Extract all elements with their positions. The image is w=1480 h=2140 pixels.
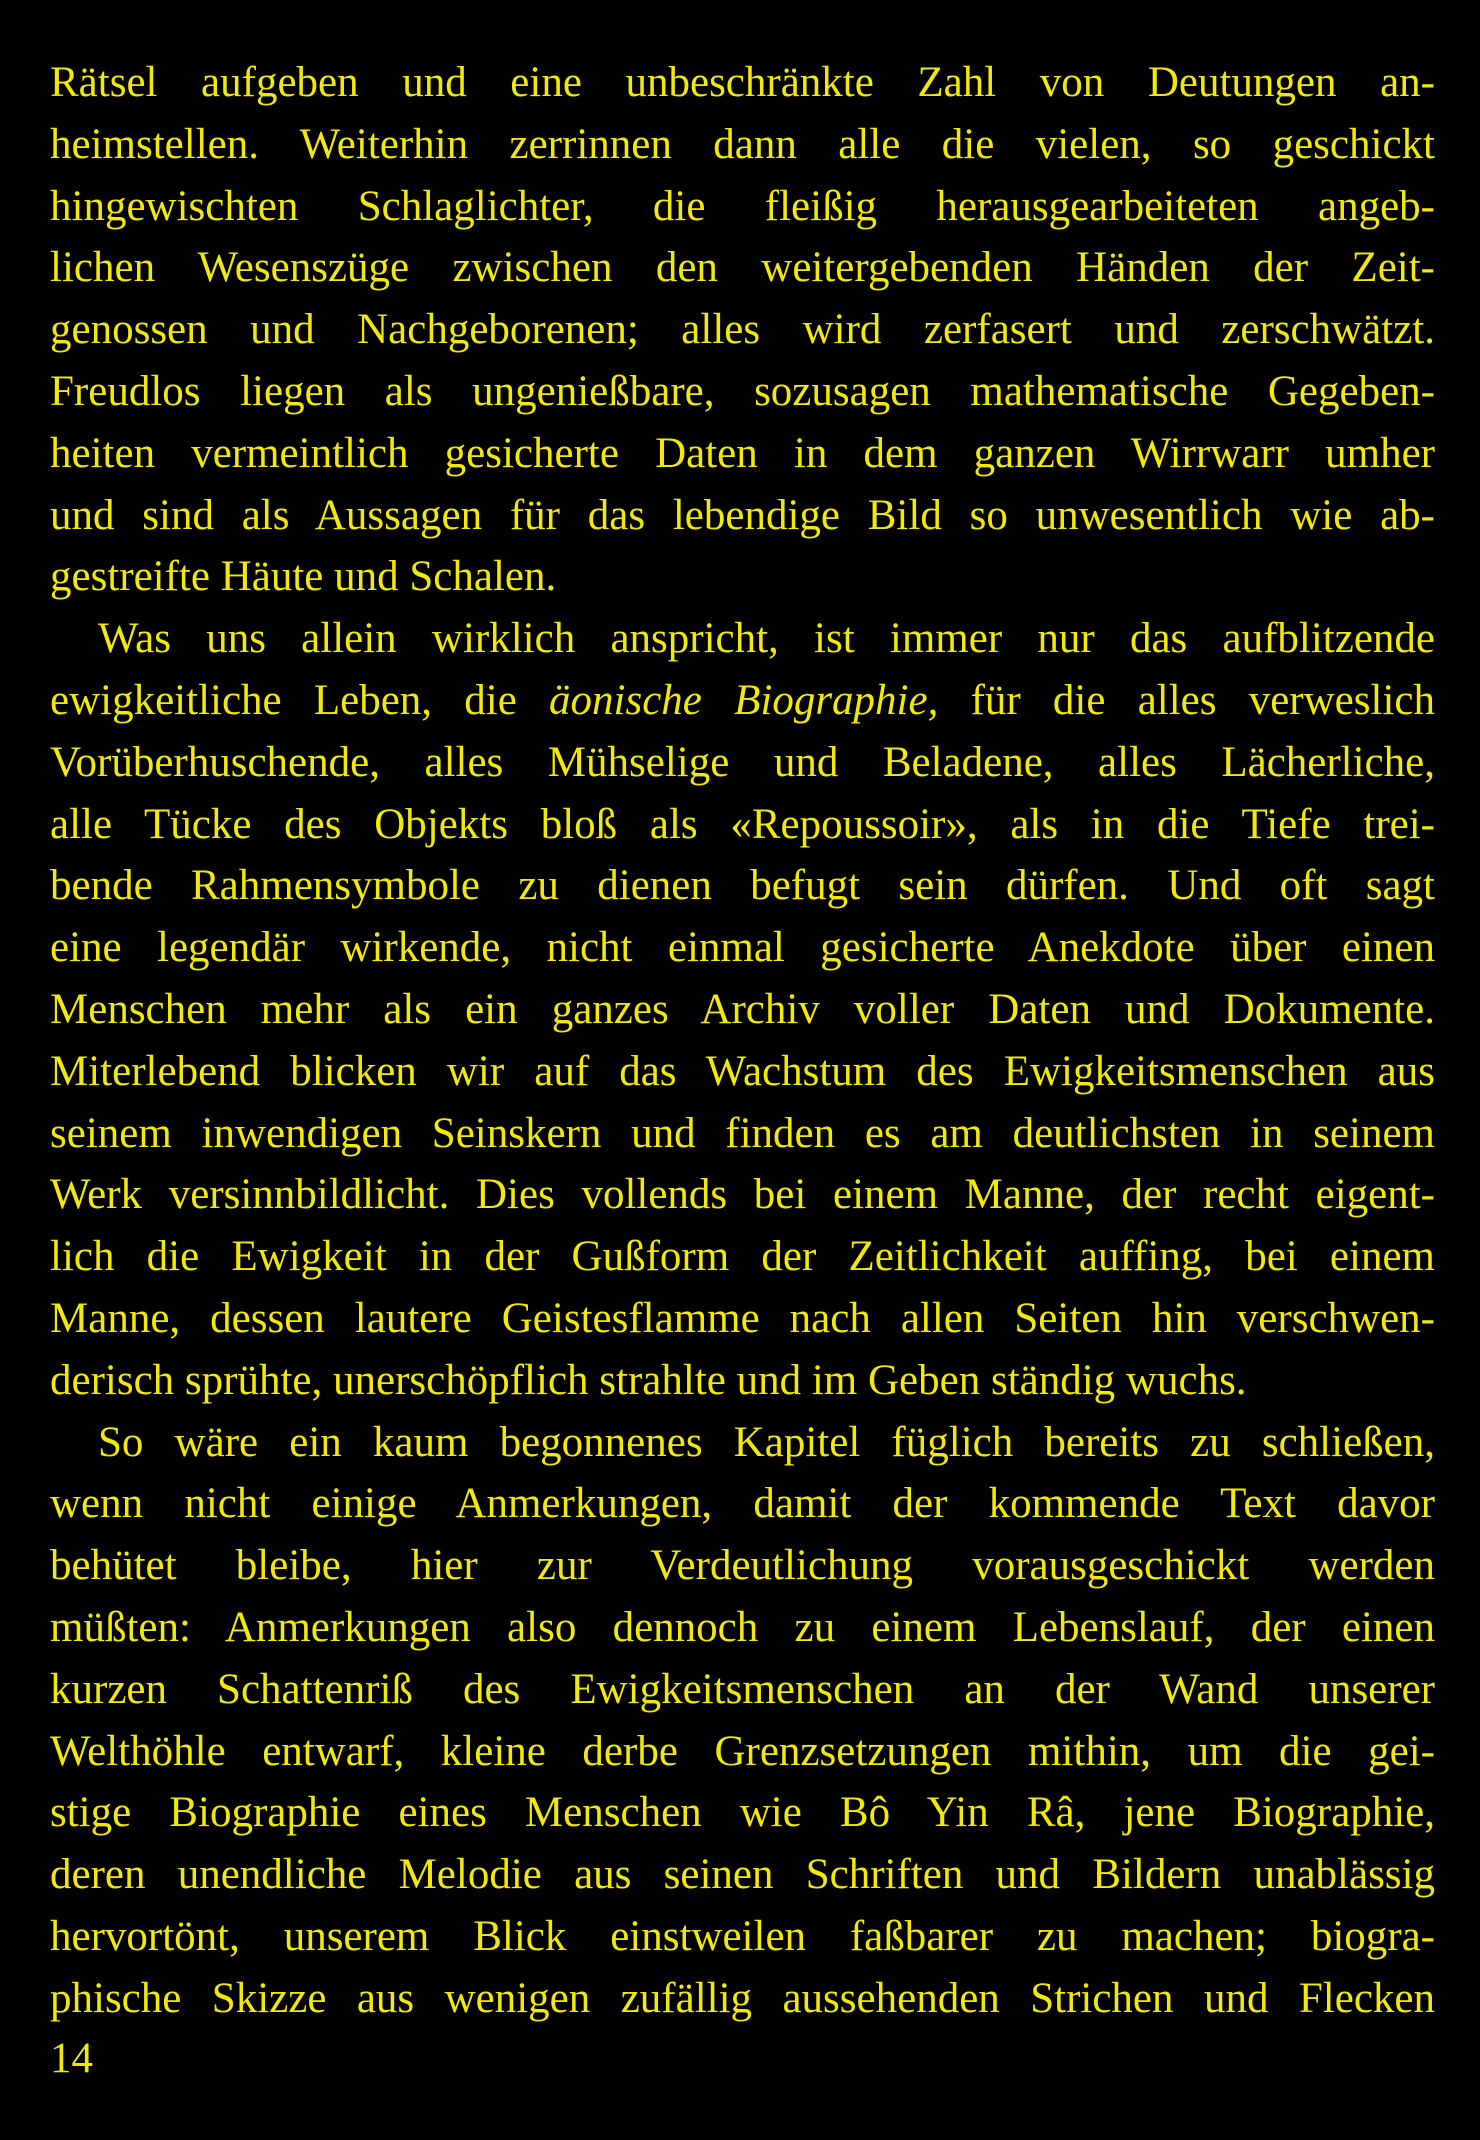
text-line: Menschen mehr als ein ganzes Archiv voller Daten und Dokumente. [50, 985, 1435, 1033]
text-line: eine legendär wirkende, nicht einmal gesicherte Anekdote über einen [50, 924, 1435, 972]
text-line: kurzen Schattenriß des Ewigkeitsmenschen an der Wand unserer [50, 1665, 1435, 1713]
text-line: phische Skizze aus wenigen zufällig aussehenden Strichen und Flecken [50, 1974, 1435, 2022]
paragraph-2 [50, 608, 1435, 1411]
text-line: Rätsel aufgeben und eine unbeschränkte Zahl von Deutungen an- [50, 59, 1435, 106]
text-line: Was uns allein wirklich anspricht, ist immer nur das aufblitzende [98, 615, 1435, 663]
text-line: genossen und Nachgeborenen; alles wird zerfasert und zerschwätzt. [50, 306, 1435, 354]
text-line: behütet bleibe, hier zur Verdeutlichung vorausgeschickt werden [50, 1542, 1435, 1590]
text-line: Werk versinnbildlicht. Dies vollends bei einem Manne, der recht eigent- [50, 1171, 1435, 1219]
text-line: Miterlebend blicken wir auf das Wachstum des Ewigkeitsmenschen aus [50, 1047, 1435, 1095]
text-line: Manne, dessen lautere Geistesflamme nach allen Seiten hin verschwen- [50, 1294, 1435, 1342]
text-line: deren unendliche Melodie aus seinen Schriften und Bildern unablässig [50, 1851, 1435, 1899]
italic-term: äonische Biographie, [549, 676, 939, 724]
text-line: alle Tücke des Objekts bloß als «Repoussoir», als in die Tiefe trei- [50, 800, 1435, 848]
text-line: derisch sprühte, unerschöpflich strahlte und im Geben ständig wuchs. [50, 1356, 1247, 1404]
text-line: Freudlos liegen als ungenießbare, sozusagen mathematische Gegeben- [50, 367, 1435, 415]
text-line: Welthöhle entwarf, kleine derbe Grenzsetzungen mithin, um die gei- [50, 1727, 1435, 1775]
text-line: So wäre ein kaum begonnenes Kapitel füglich bereits zu schließen, [98, 1418, 1435, 1466]
paragraph-1 [50, 52, 1435, 608]
text-line-with-italic [50, 670, 1435, 732]
text-line: bende Rahmensymbole zu dienen befugt sein dürfen. Und oft sagt [50, 862, 1435, 910]
text-line: heiten vermeintlich gesicherte Daten in dem ganzen Wirrwarr umher [50, 429, 1435, 477]
text-line: lichen Wesenszüge zwischen den weitergebenden Händen der Zeit- [50, 244, 1435, 292]
text-line: heimstellen. Weiterhin zerrinnen dann alle die vielen, so geschickt [50, 120, 1435, 168]
text-line: wenn nicht einige Anmerkungen, damit der kommende Text davor [50, 1480, 1435, 1528]
text-line: und sind als Aussagen für das lebendige Bild so unwesentlich wie ab- [50, 491, 1435, 539]
text-line: hingewischten Schlaglichter, die fleißig herausgearbeiteten angeb- [50, 182, 1435, 230]
paragraph-3 [50, 1412, 1435, 2030]
text-line: gestreifte Häute und Schalen. [50, 553, 557, 601]
text-line: seinem inwendigen Seinskern und finden es am deutlichsten in seinem [50, 1109, 1435, 1157]
text-line: stige Biographie eines Menschen wie Bô Yin Râ, jene Biographie, [50, 1789, 1435, 1837]
body-text [50, 52, 1435, 2030]
text-line: müßten: Anmerkungen also dennoch zu einem Lebenslauf, der einen [50, 1603, 1435, 1651]
text-line: hervortönt, unserem Blick einstweilen faßbarer zu machen; biogra- [50, 1912, 1435, 1960]
text-segment: ewigkeitliche Leben, die [50, 676, 550, 724]
text-line: Vorüberhuschende, alles Mühselige und Beladene, alles Lächerliche, [50, 738, 1435, 786]
text-segment: für die alles verweslich [938, 676, 1435, 724]
text-line: lich die Ewigkeit in der Gußform der Zeitlichkeit auffing, bei einem [50, 1233, 1435, 1281]
page-number: 14 [50, 2035, 93, 2082]
